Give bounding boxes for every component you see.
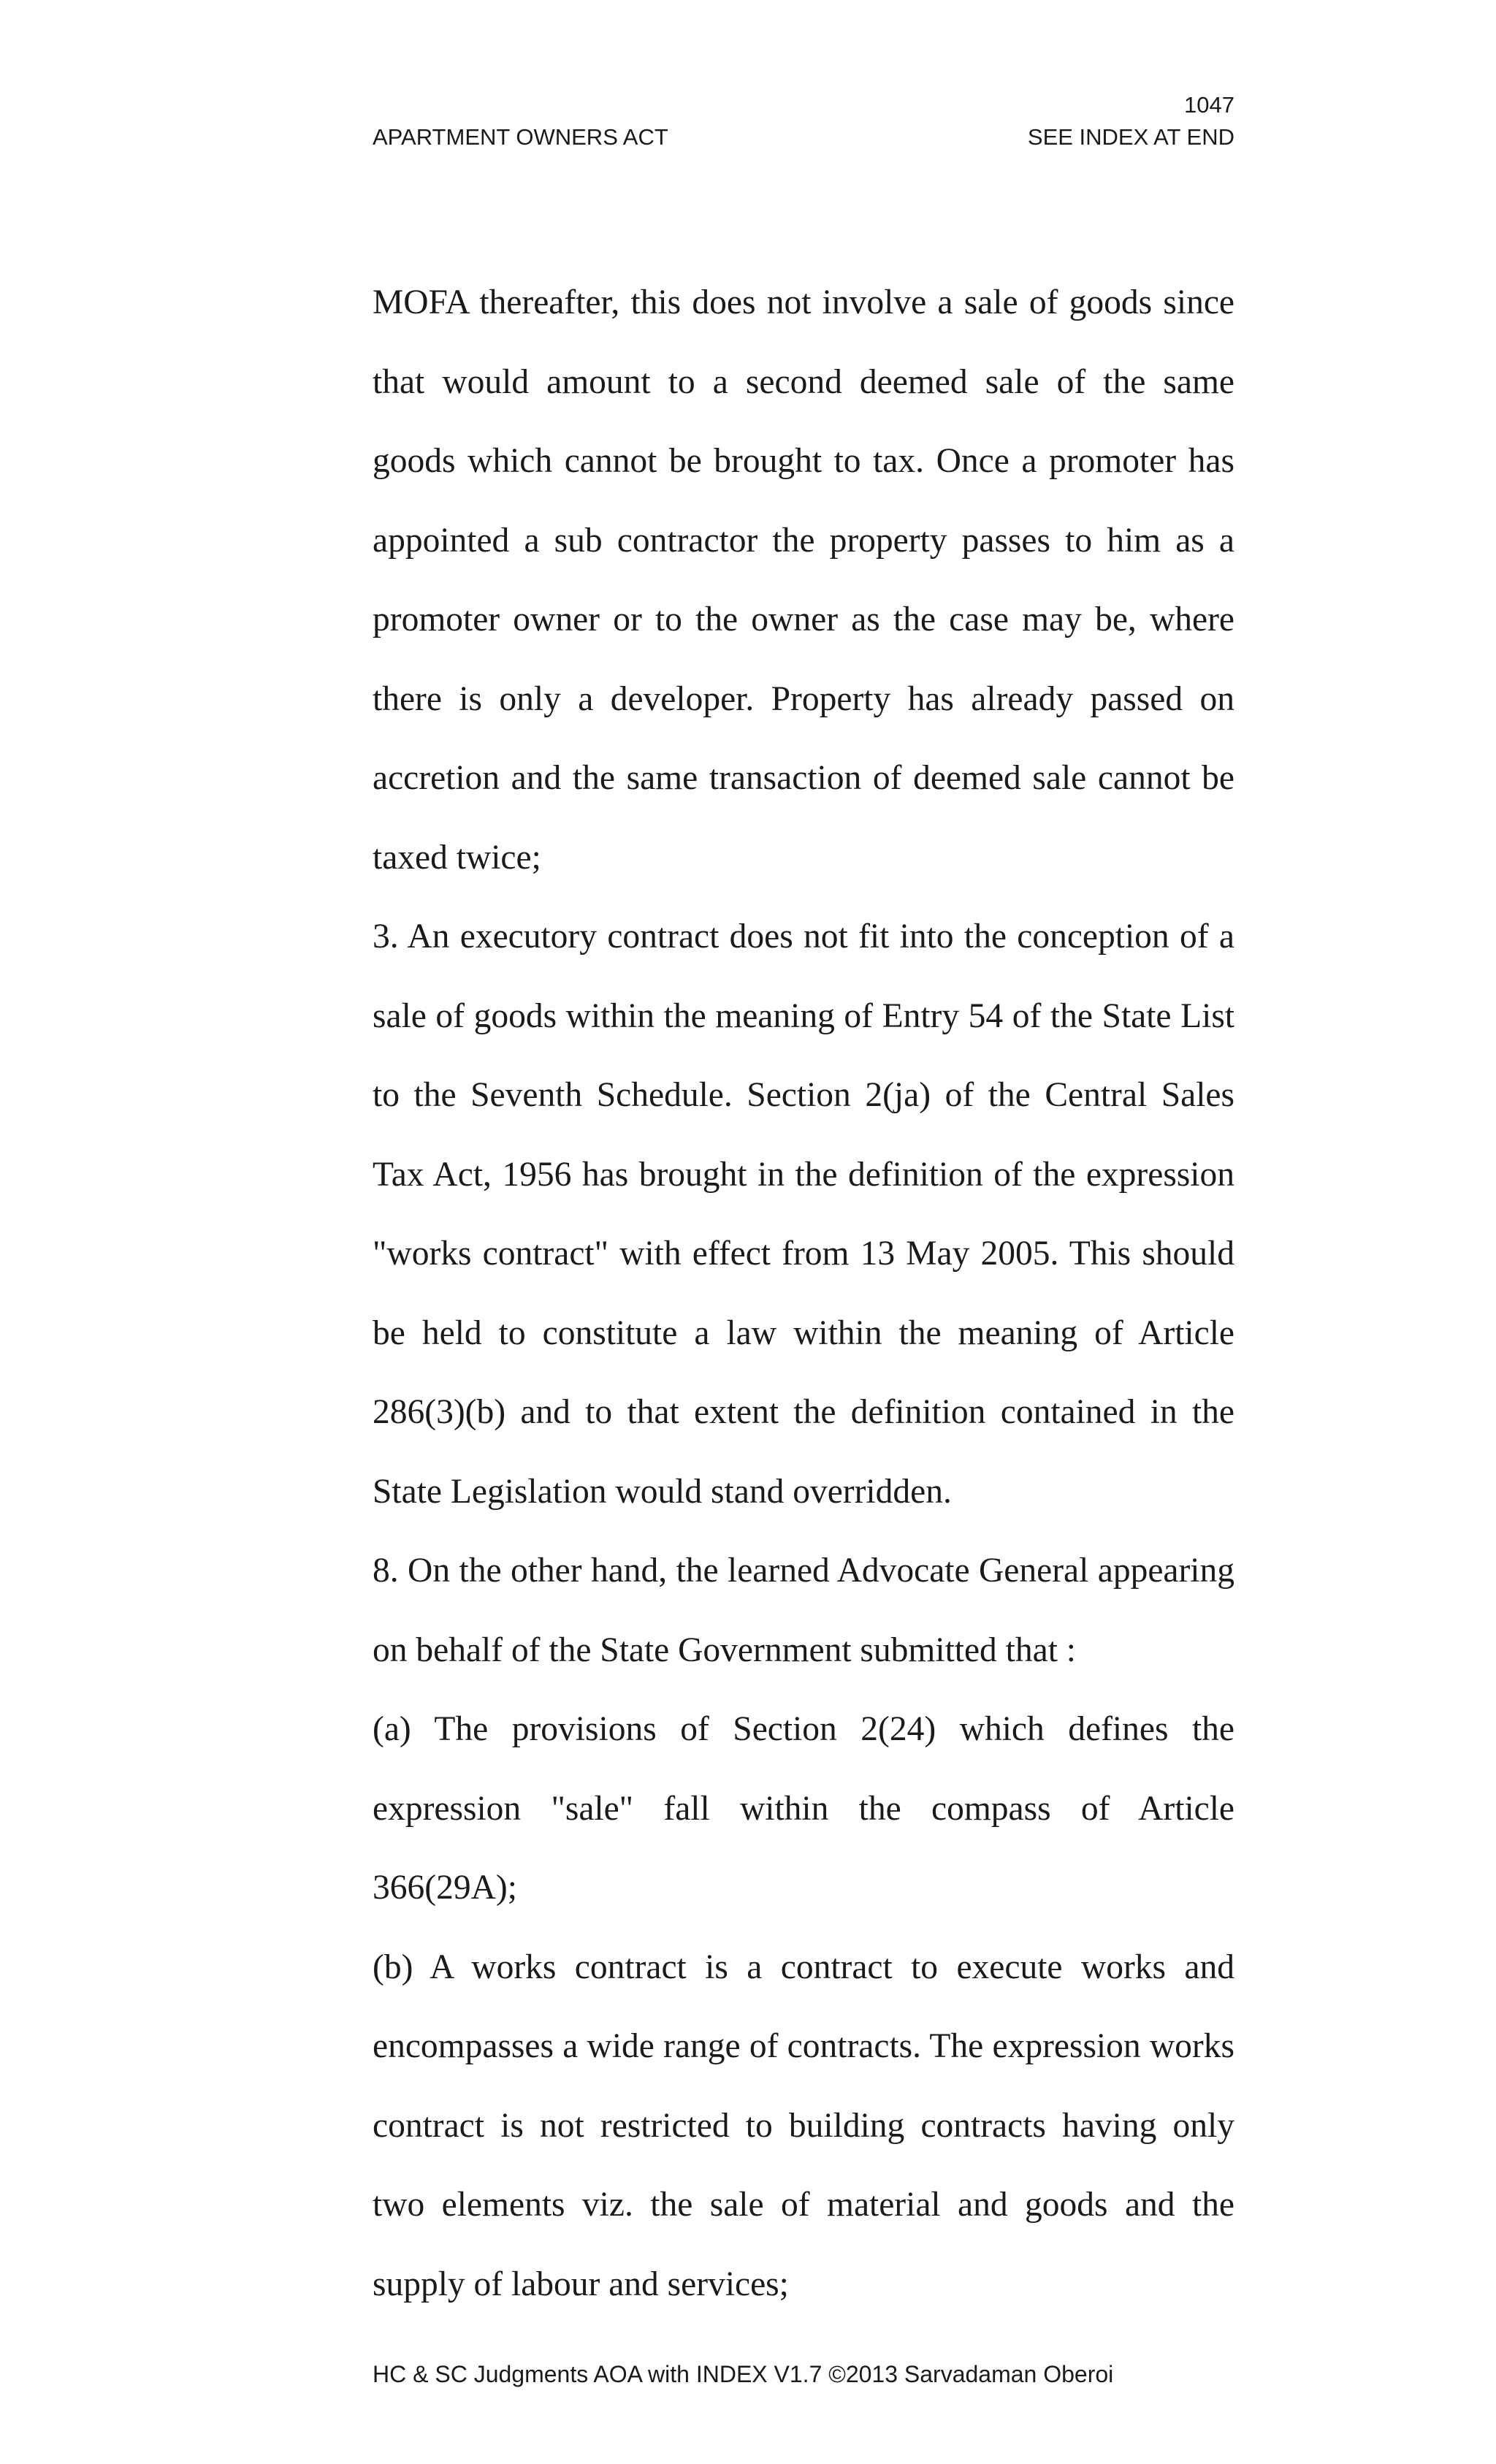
header-index-note: SEE INDEX AT END <box>1027 124 1234 150</box>
page-number: 1047 <box>1184 92 1234 118</box>
paragraph-point-a: (a) The provisions of Section 2(24) which defines the expression "sale" fall within the compass of Article 366(29A); <box>373 1710 1234 1907</box>
paragraph-8: 8. On the other hand, the learned Advocate General appearing on behalf of the State Government submitted that : <box>373 1552 1234 1669</box>
judgment-body <box>373 263 1234 2324</box>
paragraph-mofa-continuation: MOFA thereafter, this does not involve a sale of goods since that would amount to a second deemed sale of the same goods which cannot be brought to tax. Once a promoter has appointed a sub contractor the property passes to him as a promoter owner or to the owner as the case may be, where there is only a developer. Property has already passed on accretion and the same transaction of deemed sale cannot be taxed twice; <box>373 283 1234 877</box>
paragraph-point-3: 3. An executory contract does not fit into the conception of a sale of goods within the meaning of Entry 54 of the State List to the Seventh Schedule. Section 2(ja) of the Central Sales Tax Act, 1956 has brought in the definition of the expression "works contract" with effect from 13 May 2005. This should be held to constitute a law within the meaning of Article 286(3)(b) and to that extent the definition contained in the State Legislation would stand overridden. <box>373 918 1234 1511</box>
paragraph-point-b: (b) A works contract is a contract to execute works and encompasses a wide range of contracts. The expression works contract is not restricted to building contracts having only two elements viz. the sale of material and goods and the supply of labour and services; <box>373 1948 1234 2303</box>
page-footer: HC & SC Judgments AOA with INDEX V1.7 ©2013 Sarvadaman Oberoi <box>373 2361 1114 2387</box>
header-title: APARTMENT OWNERS ACT <box>373 124 668 150</box>
running-header <box>373 123 1234 152</box>
